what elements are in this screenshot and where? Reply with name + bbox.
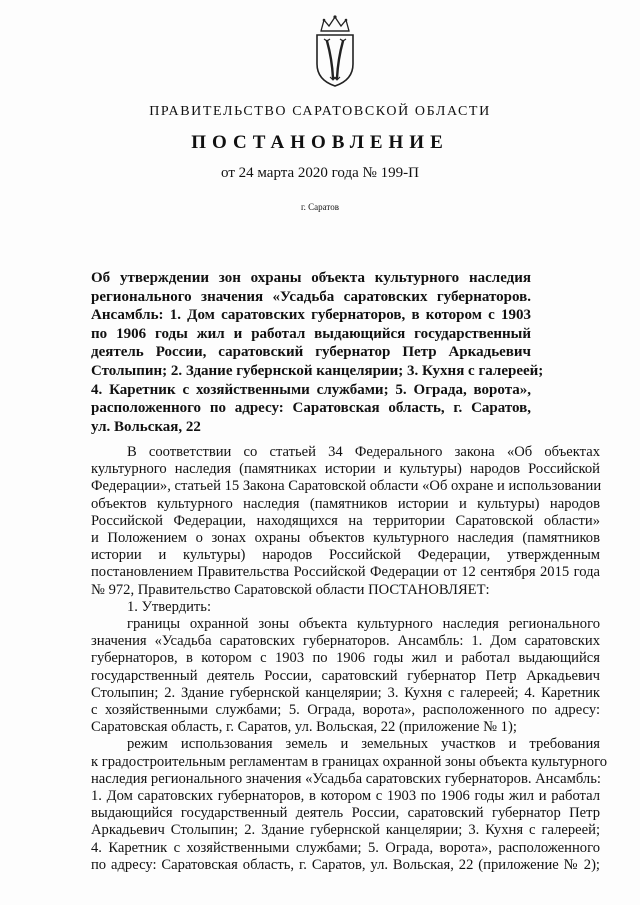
body-line: культурного наследия (памятниках истории и культуры) народов Российской	[91, 461, 600, 478]
document-type-title: ПОСТАНОВЛЕНИЕ	[191, 132, 449, 153]
body-line: значения «Усадьба саратовских губернаторов. Ансамбль: 1. Дом саратовских	[91, 633, 600, 650]
body-line: наследия регионального значения «Усадьба саратовских губернаторов. Ансамбль:	[91, 770, 601, 787]
body-line: выдающийся государственный деятель России, саратовский губернатор Петр	[91, 805, 600, 822]
body-line: государственный деятель России, саратовский губернатор Петр Аркадьевич	[91, 667, 600, 684]
body-line: Федерации», статьей 15 Закона Саратовской области «Об охране и использовании	[91, 478, 602, 495]
resolution-heading	[91, 269, 544, 436]
heading-line: Столыпин; 2. Здание губернской канцелярии; 3. Кухня с галереей;	[91, 362, 544, 379]
body-line: В соответствии со статьей 34 Федерального закона «Об объектах	[127, 444, 600, 460]
heading-line: расположенного по адресу: Саратовская область, г. Саратов,	[91, 400, 531, 417]
body-line: губернаторов, в котором с 1903 по 1906 годы жил и работал выдающийся	[91, 650, 600, 667]
heading-line: ул. Вольская, 22	[91, 418, 201, 435]
body-line: Российской Федерации, находящихся на территории Саратовской области»	[91, 512, 600, 529]
document-city: г. Саратов	[301, 202, 339, 212]
body-line: Столыпин; 2. Здание губернской канцелярии; 3. Кухня с галереей; 4. Каретник	[91, 684, 600, 701]
resolution-body	[91, 444, 607, 874]
body-line: 1. Утвердить:	[127, 598, 212, 615]
saratov-coat-of-arms-icon	[313, 14, 357, 88]
heading-line: деятель России, саратовский губернатор Петр Аркадьевич	[91, 344, 531, 361]
body-line: № 972, Правительство Саратовской области ПОСТАНОВЛЯЕТ:	[91, 581, 490, 598]
document-date-number: от 24 марта 2020 года № 199-П	[221, 165, 419, 181]
body-line: по адресу: Саратовская область, г. Саратов, ул. Вольская, 22 (приложение № 2);	[91, 856, 600, 873]
body-line: 1. Дом саратовских губернаторов, в котором с 1903 по 1906 годы жил и работал	[91, 788, 600, 805]
body-line: постановлением Правительства Российской Федерации от 12 сентября 2015 года	[91, 564, 600, 581]
heading-line: Ансамбль: 1. Дом саратовских губернаторов, в котором с 1903	[91, 307, 531, 324]
heading-line: 4. Каретник с хозяйственными службами; 5. Ограда, ворота»,	[91, 381, 531, 398]
heading-line: по 1906 годы жил и работал выдающийся государственный	[91, 325, 531, 342]
body-line: с хозяйственными службами; 5. Ограда, ворота», расположенного по адресу:	[91, 702, 600, 719]
body-line: Саратовская область, г. Саратов, ул. Вольская, 22 (приложение № 1);	[91, 719, 517, 736]
heading-line: Об утверждении зон охраны объекта культурного наследия	[91, 270, 531, 286]
government-name: ПРАВИТЕЛЬСТВО САРАТОВСКОЙ ОБЛАСТИ	[149, 104, 491, 119]
body-line: 4. Каретник с хозяйственными службами; 5. Ограда, ворота», расположенного	[91, 839, 600, 856]
body-line: истории и культуры) народов Российской Федерации, утвержденным	[91, 547, 600, 564]
body-line: и Положением о зонах охраны объектов культурного наследия (памятников	[91, 530, 600, 547]
heading-line: регионального значения «Усадьба саратовских губернаторов.	[91, 288, 531, 305]
body-line: к градостроительным регламентам в границах охранной зоны объекта культурного	[91, 753, 607, 770]
body-line: режим использования земель и земельных участков и требования	[127, 736, 600, 753]
body-line: границы охранной зоны объекта культурного наследия регионального	[127, 616, 600, 633]
body-line: объектов культурного наследия (памятников истории и культуры) народов	[91, 495, 600, 512]
body-line: Аркадьевич Столыпин; 2. Здание губернской канцелярии; 3. Кухня с галереей;	[91, 822, 600, 839]
